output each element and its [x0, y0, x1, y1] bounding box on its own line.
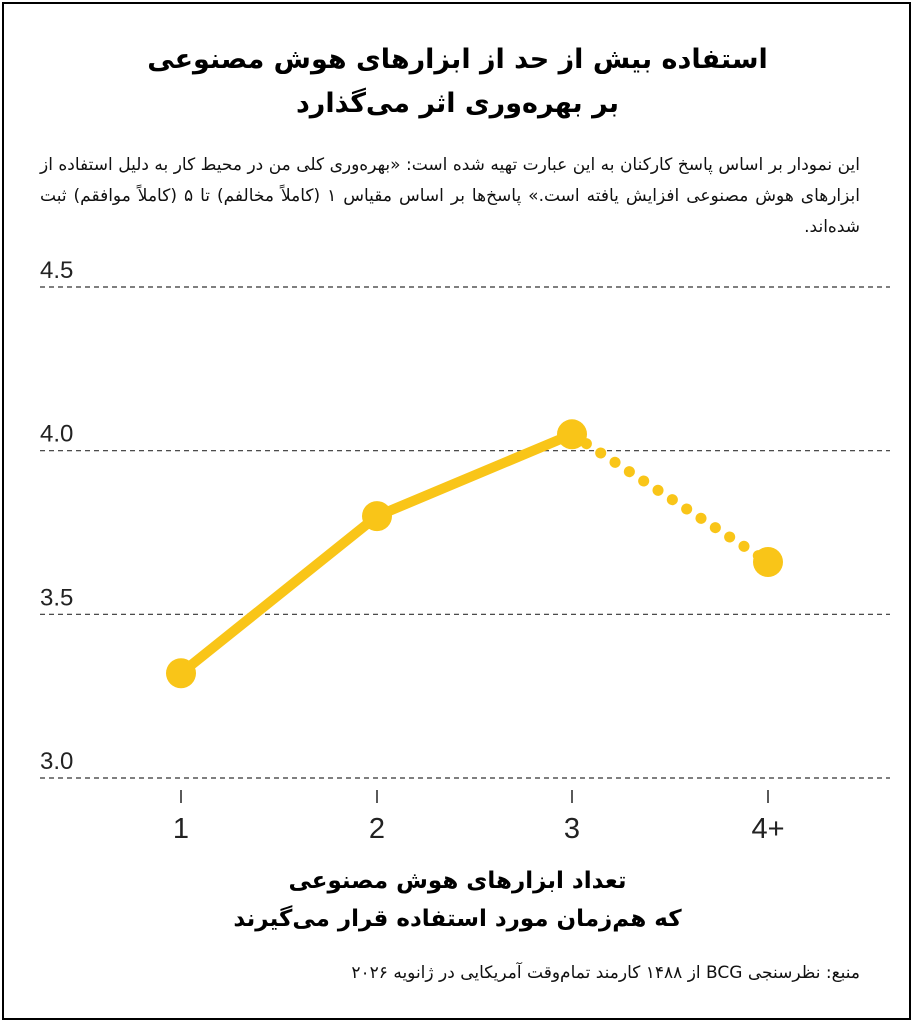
x-tick-label: 4+ — [751, 813, 785, 845]
y-axis-tick-labels — [40, 257, 73, 775]
x-axis-ticks — [173, 790, 785, 845]
x-axis-label-line-2: که هم‌زمان مورد استفاده قرار می‌گیرند — [233, 906, 682, 932]
line-segment-dotted — [572, 434, 768, 562]
chart-title-line-1: استفاده بیش از حد از ابزارهای هوش مصنوعی — [147, 44, 768, 75]
data-point — [362, 501, 392, 531]
data-point — [753, 547, 783, 577]
x-tick-label: 2 — [368, 813, 386, 845]
x-axis-label-line-1: تعداد ابزارهای هوش مصنوعی — [288, 868, 627, 894]
line-segment — [377, 434, 572, 516]
gridlines — [40, 287, 890, 778]
chart-title-line-2: بر بهره‌وری اثر می‌گذارد — [295, 88, 620, 119]
y-tick-label: 3.0 — [40, 748, 74, 775]
line-segment — [181, 516, 377, 673]
source-note: منبع: نظرسنجی BCG از ۱۴۸۸ کارمند تمام‌وقت آمریکایی در ژانویه ۲۰۲۶ — [351, 963, 860, 983]
chart-subtitle: این نمودار بر اساس پاسخ کارکنان به این عبارت تهیه شده است: «بهره‌وری کلی من در محیط کار به دلیل استفاده از ابزارهای هوش مصنوعی افزایش یافته است.» پاسخ‌ها بر اساس مقیاس ۱ (کاملاً مخالفم) تا ۵ (کاملاً موافقم) ثبت شده‌اند. — [40, 155, 860, 237]
series-line — [181, 434, 768, 673]
y-tick-label: 3.5 — [40, 584, 74, 612]
y-tick-label: 4.0 — [40, 420, 74, 448]
data-point — [166, 658, 196, 688]
x-tick-label: 1 — [172, 813, 190, 845]
data-point — [557, 419, 587, 449]
x-axis-label — [40, 862, 875, 938]
series-points — [166, 419, 783, 688]
x-tick-label: 3 — [563, 813, 581, 845]
y-tick-label: 4.5 — [40, 257, 74, 284]
